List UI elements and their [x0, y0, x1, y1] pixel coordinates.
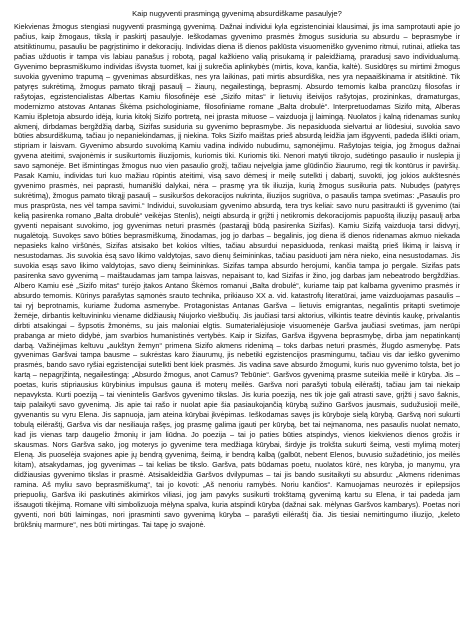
document-body: Kiekvienas žmogus stengiasi nugyventi prasmingą gyvenimą. Dažnai individui kyla egzistenciniai klausimai, jis ima samprotauti apie jo pačius, kaip žmogaus, tikslą ir paskirtį pasaulyje. Ieškodamas gyvenimo prasmės žmogus susiduria su absurdu – beprasmybe ir atsitiktinumu, pasauliu be pagrįstinimo ir dekoracijų. Individas diena iš dienos paklūsta visuomeniško gyvenimo ritmui, rutinai, atlieka tas pačias užduotis ir tampa vis labiau panašus į robotą, pagal kažkieno valią prisukamą ir paleidžiamą, praradusį savo individualumą. Gyvenimo beprasmiškumo individas išvysta tuomet, kai jį sukrečia aplinkybės (mirtis, kova, kančia, kaltė). Susidūręs su mirtimi žmogus suvokia gyvenimo trapumą – gyvenimas absurdiškas, nes yra laikinas, pati mirtis absurdiška, nes yra nepaaiškinama ir atsitiktinė. Tik patyręs sukrėtimą, žmogus pamato tikrąjį pasaulį – žiaurų, negailestingą, beprasmį. Absurdo temomis kalba prancūzų filosofas ir rašytojas, egzistencialistas Albertas Kamiu filosofinėje esė „Sizifo mitas“ ir lietuvių išeivijos rašytojas, prozininkas, dramaturgas, modernizmo atstovas Antanas Škėma psichologiniame, filosofiniame romane „Balta drobulė“. Interpretuodamas Sizifo mitą, Alberas Kamiu išpletoja absurdo idėją, kuria kitokį Sizifo portretą, nei įprasta mituose – vaizduoja jį laimingą. Nuolatos į kalną ridenamas sunkų akmenį, dirbdamas bergždžią darbą, Sizifas susiduria su gyvenimo beprasmybe. Jis nepasiduoda sielvartui ar liūdesiui, suvokia savo būties absurdiškumą, tačiau jo nepaniekindamas, jį niekina. Toks Sizifo maištas prieš absurdą leidžia jam išgyventi, padeda išlikti oriam, stipriam ir laisvam. Gyvenimo absurdo suvokimą Kamiu vadina individo nubudimu, sąmonėjimu. Rašytojas teigia, jog žmogus dažnai gyvena ateitimi, svajonėmis ir susikurtomis iliuzijomis, kuriomis tiki. Kuriomis tiki. Nenori matyti tikrojo, sudėtingo pasaulio ir nuslepia jį savo sąmonėje. Bet išmintingas žmogus nuo vien pasaulio grožį, tačiau nejvelgia jame glūdinčio žiaurumo, regi tik kontūrus ir paviršių. Pasak Kamiu, individas turi kuo mažiau rūpintis ateitimi, visą savo dėmesį ir meilę sutelkti į dabartį, suvokti, jog jokios aukštesnės gyvenimo prasmės, nei paprasti, humaniški dalykai, nėra – prasmę yra tik iliuzija, kurią žmogus susikuria pats. Nubudęs (patyręs sukrėtimą), žmogus pamato tikrąjį pasaulį – susikuršos dekoracijos nukrinta, iliuzijos sugriūva, o pasaulis tampa svetimas: „Pasaulis pro mus prasprūsta, nes vėl tampa savimi.“ Individui, suvokusiam gyvenimo absurdą, tera trys keliai: savo nuru pasitraukti iš gyvenimo (tai kelią pasirenka romano „Balta drobulė“ veikėjas Stenlis), neigti absurdą ir grįžti į netikromis dekoracijomis papuoštą iliuzijų pasaulį arba gyventi nepaisant suvokimo, jog gyvenimas neturi prasmės (pastarąjį būdą pasirenka Sizifas). Kamiu Sizifą vaizduoja tarsi didvyrį, nugalėtoją. Suvokęs savo būties beprasmiškumą, žinodamas, jog jo darbas – begalinis, jog diena iš dienos ridenamas akmuo niekada nepasieks kalno viršūnės, Sizifas atsisako bet kokios vilties, tačiau absurdui nepasiduoda, renkasi maištą prieš likimą ir laisvą ir nesustodamas. Jis suvokia ėsą savo likimo valdytojas, savo dienų šeimininkas, tačiau pasiduoti jam nėra nieko, eina nesustodamas. Jis suvokia esąs savo likimo valdytojas, savo dienų šeimininkas. Sizifas tampa absurdo herojumi, kančia tampa jo pergale. Sizifas pats pasirenka savo gyvenimą – maištaudamas jam tampa laisvas, nepaisant to, kad Sizifas ir žino, jog darbas jam nebeatrodo bergždžias. Albero Kamiu esė „Sizifo mitas“ turėjo įtakos Antano Škėmos romanui „Balta drobulė“, kuriame taip pat kalbama gyvenimo prasmės ir absurdo temomis. Kūrinys parašytas sąmonės srauto technika, prikiauso XX a. vid. katastrofų literatūrai, jame vaizduojamas pasaulis – tai ryj beprotnamis, kuriame žudoma asmenybe. Protagonistas Antanas Garšva – lietuvis emigrantas, negalintis pritapti svetimoje žemėje, dirbantis keltuvininku viename didžiausių Niujorko viešbučių. Jis jaučiasi tarsi aktorius, vilkintis teatre dėvintis kaukę, privalantis dirbti atsakingai – šypsotis žmonėms, su jais maloniai elgtis. Sumaterialėjusioje visuomenėje Garšva jaučiasi svetimas, jam nerūpi prabanga ar mieto didybė, jam svarbios humanistinės vertybės. Kaip ir Sizifas, Garšva išgyvena beprasmybę, dirba jam nepatinkantį darbą. Važinėjimas keltuvu „aukštyn žemyn“ primena Sizifo akmens ridenimą – toks darbas neturi prasmės, žlugdo asmenybę. Pats gyvenimas Garšvai tampa bausme – sukrėstas karo žiaurumų, jis nebetiki egzistencijos prasmingumu, tačiau vis dar ieško gyvenimo prasmės, bando savo ryšiai egzistencijai sutelkti bent kiek prasmės. Jis vadina save absurdo žmogumi, kuris nuo gyvenimo tolsta, bet jo kartą – nepagrįžintą, negailestingą: „Absurdo žmogus, anot Camus? Tebūnie“. Garšvos gyvenimą prasme suteikia meilė ir kūryba. Jis – poetas, kuris stipriausius kūrybinius impulsus gauna iš moterų meilės. Garšva nori parašyti tobulą eilėraštį, tačiau jam tai niekaip nepavyksta. Kurti poeziją – tai vienintelis Garšvos gyvenimo tikslas. Jis kuria poeziją, nes tik joje gali atrasti save, grįžti į savo šaknis, taip palaikyti savo gyvenimą. Jis apie tai rašo ir nuolat apie šia pasiaukojančią kūrybą sužino Garšvos jausmais, sudužusioji meilė, gyvenantis su vyru Elena. Jis sapnuoja, jam ateina kūrybai įkvėpimas. Ieškodamas savęs jis kūryboje sielą kūrybą. Garšvą nori sukurti tobulą eilėraštį, Garšva vis dar nesiliauja rašęs, jog prasmę galima įgauti per kūrybą, bet tai neįmanoma, nes pasaulis nuolat nemato, kad jis vienas tarp daugelio žmonių ir jam liūdna. Jo poezija – tai jo paties būties atspindys, vienos kiekvienos dienos grožis ir skausmas. Nors Garšva sako, jog moterys jo gyvenime tera medžiaga kūrybai, širdyje jis trokšta sukurti šeimą, vesti mylimą moterį Eleną. Jis puoselėja svajones apie jų bendrą gyvenimą, šeimą, ir bendrą kalbą (galbūt, nebent Elenos, buvusio sužadėtinio, jos meilės kitam), atsakydamas, jog gyvenimas – tai kelias be tikslo. Garšva, pats būdamas poetu, nuolatos kūrė, nes kūryba, jo manymu, yra didžiausias gyvenimo tikslas ir prasmė. Atsisakleidžia Garšvos dvilypumas – tai jis bando susitaikyti su absurdu: „Akmens ridenimas ramina. Aš myliu savo beprasmiškumą“, tai jo kovoti: „Aš nenoriu ramybės. Noriu kančios“. Kamuojamas neurozės ir epilepsijos priepuolių, Garšva iki paskutinės akimirkos viliasi, jog jam pavyks susikurti trokštamą gyvenimą kartu su Elena, ir tai padeda jam išsaugoti tikėjimą. Romane vilti simbolizuoja mėlyna spalva, kuria atspindi kūryba (dažnai sak. mėlynas Garšvos kambarys). Poetas nori gyventi, nori būti laimingas, nori įprasminti savo gyvenimą kūryba – parašyti eilėraštį čia. Jis tiesiai nemirtingumo iliuzijo, „keleto brūkšnių marmure“, nes būti mirtingas. Tai tapę jo svajonė. — [14, 22, 460, 529]
document-title: Kaip nugyventi prasmingą gyvenimą absurdiškame pasaulyje? — [132, 9, 342, 18]
